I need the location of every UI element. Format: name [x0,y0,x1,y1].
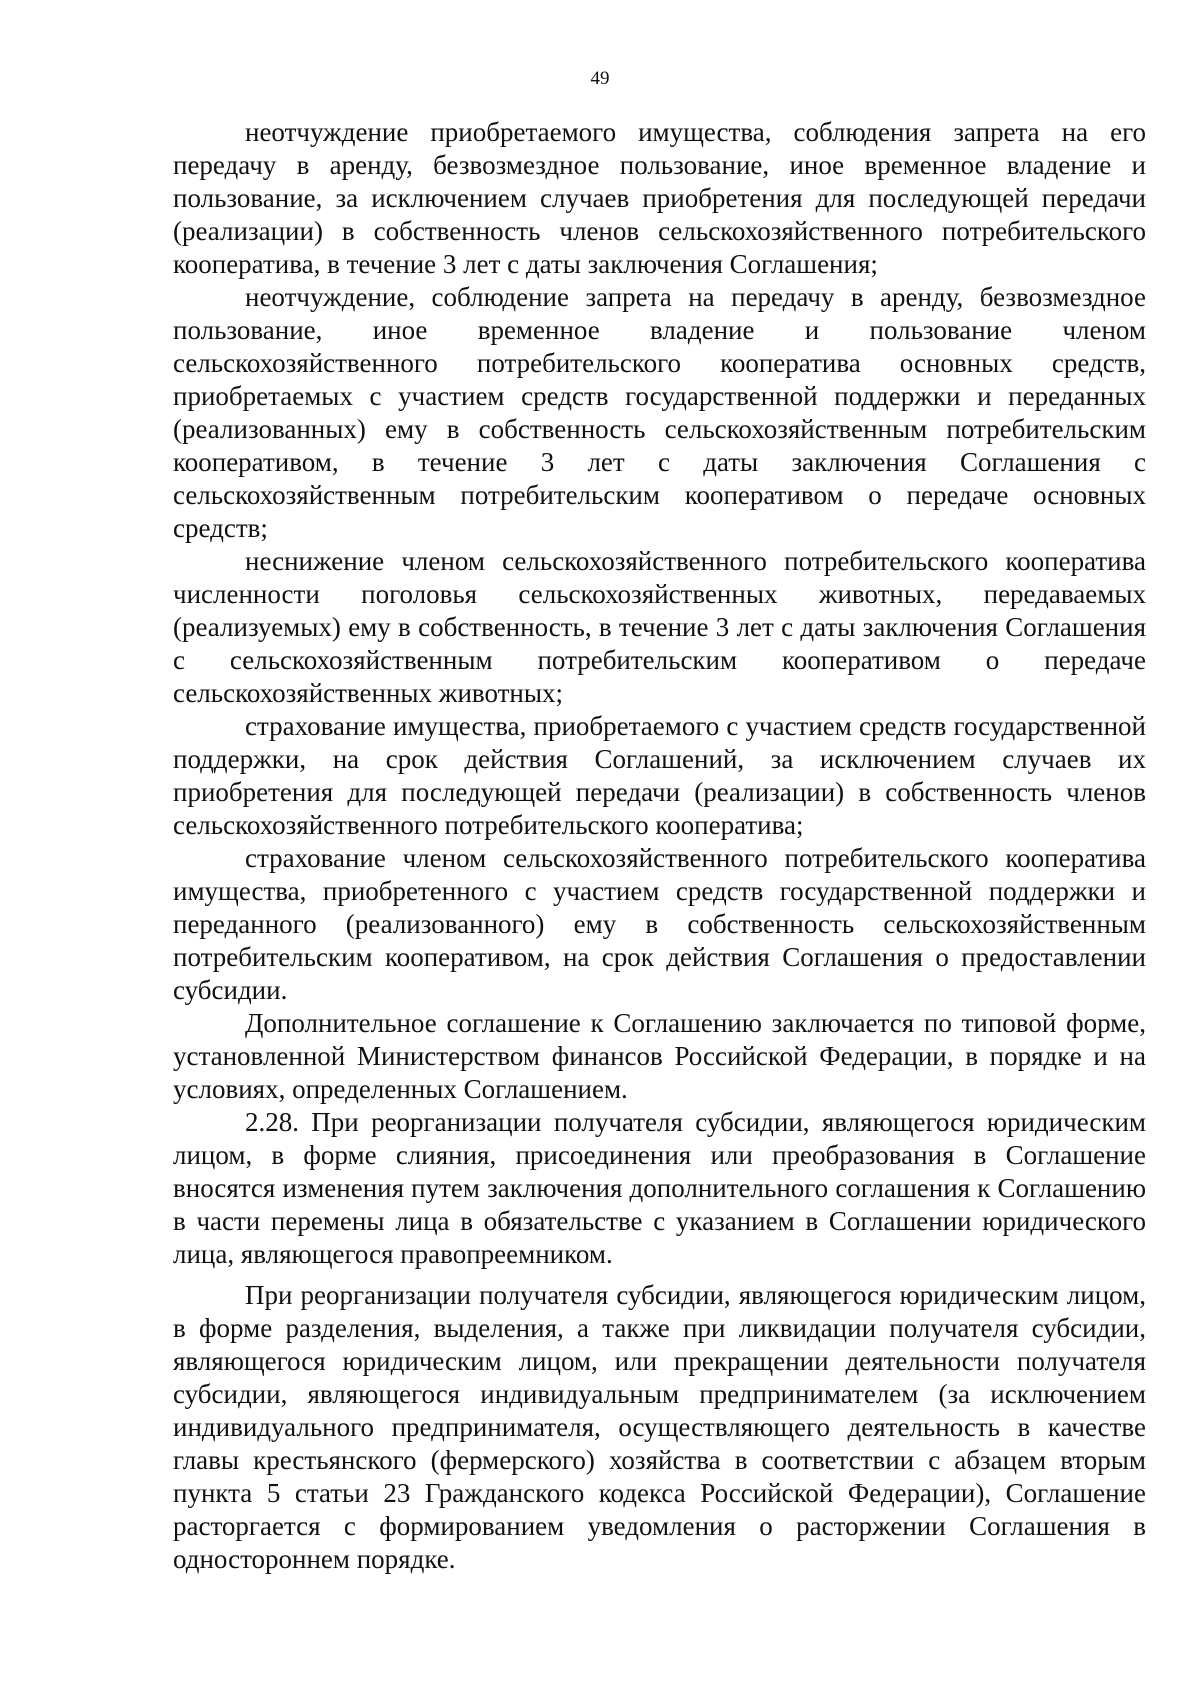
paragraph-2-28-reorganization: 2.28. При реорганизации получателя субсидии, являющегося юридическим лицом, в форме слияния, присоединения или преобразования в Соглашение вносятся изменения путем заключения дополнительного соглашения к Соглашению в части перемены лица в обязательстве с указанием в Соглашении юридического лица, являющегося правопреемником. [173,1107,1146,1269]
paragraph-termination: При реорганизации получателя субсидии, являющегося юридическим лицом, в форме разделения, выделения, а также при ликвидации получателя субсидии, являющегося юридическим лицом, или прекращении деятельности получателя субсидии, являющегося индивидуальным предпринимателем (за исключением индивидуального предпринимателя, осуществляющего деятельность в качестве главы крестьянского (фермерского) хозяйства в соответствии с абзацем вторым пункта 5 статьи 23 Гражданского кодекса Российской Федерации), Соглашение расторгается с формированием уведомления о расторжении Соглашения в одностороннем порядке. [173,1280,1146,1574]
paragraph-livestock-headcount: неснижение членом сельскохозяйственного потребительского кооператива численности поголовья сельскохозяйственных животных, передаваемых (реализуемых) ему в собственность, в течение 3 лет с даты заключения Соглашения с сельскохозяйственным потребительским кооперативом о передаче сельскохозяйственных животных; [173,546,1146,708]
paragraph-alienation-property: неотчуждение приобретаемого имущества, соблюдения запрета на его передачу в аренду, безвозмездное пользование, иное временное владение и пользование, за исключением случаев приобретения для последующей передачи (реализации) в собственность членов сельскохозяйственного потребительского кооператива, в течение 3 лет с даты заключения Соглашения; [173,117,1146,279]
document-body [173,116,1146,1576]
paragraph-property-insurance: страхование имущества, приобретаемого с участием средств государственной поддержки, на срок действия Соглашений, за исключением случаев их приобретения для последующей передачи (реализации) в собственность членов сельскохозяйственного потребительского кооператива; [173,711,1146,840]
paragraph-additional-agreement: Дополнительное соглашение к Соглашению заключается по типовой форме, установленной Министерством финансов Российской Федерации, в порядке и на условиях, определенных Соглашением. [173,1008,1146,1104]
paragraph-alienation-fixed-assets: неотчуждение, соблюдение запрета на передачу в аренду, безвозмездное пользование, иное временное владение и пользование членом сельскохозяйственного потребительского кооператива основных средств, приобретаемых с участием средств государственной поддержки и переданных (реализованных) ему в собственность сельскохозяйственным потребительским кооперативом, в течение 3 лет с даты заключения Соглашения с сельскохозяйственным потребительским кооперативом о передаче основных средств; [173,282,1146,543]
page-number: 49 [590,68,610,89]
paragraph-member-insurance: страхование членом сельскохозяйственного потребительского кооператива имущества, приобретенного с участием средств государственной поддержки и переданного (реализованного) ему в собственность сельскохозяйственным потребительским кооперативом, на срок действия Соглашения о предоставлении субсидии. [173,843,1146,1005]
